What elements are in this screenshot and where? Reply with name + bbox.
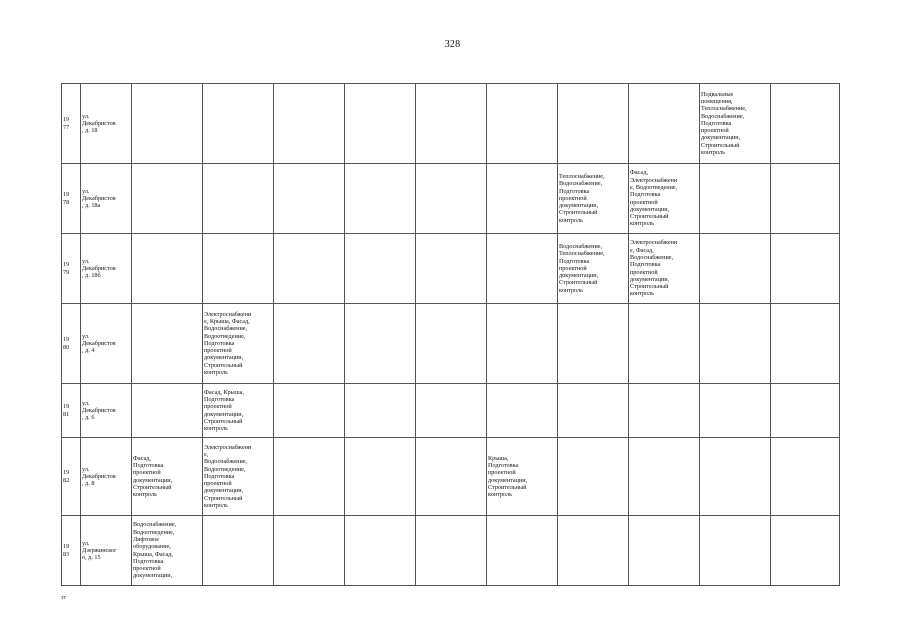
work-cell xyxy=(274,438,345,516)
work-cell xyxy=(345,516,416,586)
work-cell xyxy=(132,84,203,164)
table-row xyxy=(62,164,840,234)
work-cell xyxy=(203,164,274,234)
work-cell xyxy=(771,234,840,304)
address-cell: ул. Декабристов , д. 8 xyxy=(81,438,132,516)
address-cell: ул. Декабристов , д. 4 xyxy=(81,304,132,384)
work-cell xyxy=(487,384,558,438)
table-row xyxy=(62,516,840,586)
work-cell xyxy=(771,384,840,438)
work-cell xyxy=(345,234,416,304)
table-row xyxy=(62,234,840,304)
work-cell xyxy=(487,164,558,234)
capital-repair-table xyxy=(61,83,840,586)
work-cell xyxy=(558,304,629,384)
work-cell: Водоснабжение, Водоотведение, Лифтовое оборудование, Крыша, Фасад, Подготовка проектной документации, xyxy=(132,516,203,586)
work-cell xyxy=(700,304,771,384)
table-row xyxy=(62,384,840,438)
row-number-cell: 19 78 xyxy=(62,164,81,234)
work-cell xyxy=(487,234,558,304)
row-number-cell: 19 82 xyxy=(62,438,81,516)
work-cell: Водоснабжение, Теплоснабжение, Подготовка проектной документации, Строительный контроль xyxy=(558,234,629,304)
work-cell xyxy=(558,516,629,586)
work-cell xyxy=(629,384,700,438)
work-cell xyxy=(487,84,558,164)
work-cell xyxy=(700,164,771,234)
work-cell xyxy=(274,516,345,586)
work-cell xyxy=(345,438,416,516)
work-cell xyxy=(416,164,487,234)
work-cell xyxy=(416,516,487,586)
work-cell xyxy=(345,164,416,234)
work-cell xyxy=(345,304,416,384)
work-cell xyxy=(629,438,700,516)
work-cell xyxy=(558,84,629,164)
work-cell xyxy=(416,438,487,516)
work-cell xyxy=(771,438,840,516)
work-cell xyxy=(629,516,700,586)
work-cell xyxy=(416,234,487,304)
work-cell xyxy=(487,304,558,384)
row-number-cell: 19 80 xyxy=(62,304,81,384)
work-cell xyxy=(416,304,487,384)
work-cell xyxy=(132,164,203,234)
work-cell xyxy=(558,438,629,516)
work-cell: Фасад, Крыша, Подготовка проектной документации, Строительный контроль xyxy=(203,384,274,438)
work-cell xyxy=(416,84,487,164)
work-cell xyxy=(629,84,700,164)
footer-mark: зт xyxy=(61,595,66,601)
work-cell xyxy=(700,438,771,516)
work-cell: Электроснабжени е, Крыша, Фасад, Водоснабжение, Водоотведение, Подготовка проектной документации, Строительный контроль xyxy=(203,304,274,384)
work-cell xyxy=(700,234,771,304)
work-cell: Крыша, Подготовка проектной документации, Строительный контроль xyxy=(487,438,558,516)
work-cell xyxy=(132,384,203,438)
address-cell: ул. Декабристов , д. 18 xyxy=(81,84,132,164)
work-cell xyxy=(771,516,840,586)
work-cell xyxy=(487,516,558,586)
work-cell xyxy=(203,516,274,586)
address-cell: ул. Дзержинског о, д. 15 xyxy=(81,516,132,586)
work-cell xyxy=(203,84,274,164)
work-cell xyxy=(629,304,700,384)
address-cell: ул. Декабристов , д. 18б xyxy=(81,234,132,304)
table-row xyxy=(62,84,840,164)
work-cell: Подвальные помещения, Теплоснабжение, Водоснабжение, Подготовка проектной документации, Строительный контроль xyxy=(700,84,771,164)
work-cell xyxy=(345,84,416,164)
work-cell xyxy=(700,384,771,438)
row-number-cell: 19 79 xyxy=(62,234,81,304)
row-number-cell: 19 83 xyxy=(62,516,81,586)
work-cell xyxy=(203,234,274,304)
work-cell: Электроснабжени е, Водоснабжение, Водоотведение, Подготовка проектной документации, Строительный контроль xyxy=(203,438,274,516)
work-cell xyxy=(274,304,345,384)
work-cell: Фасад, Подготовка проектной документации, Строительный контроль xyxy=(132,438,203,516)
table-row xyxy=(62,438,840,516)
page-number: 328 xyxy=(444,39,461,50)
work-cell: Фасад, Электроснабжени е, Водоотведение, Подготовка проектной документации, Строительный контроль xyxy=(629,164,700,234)
address-cell: ул. Декабристов , д. 6 xyxy=(81,384,132,438)
work-cell xyxy=(345,384,416,438)
work-cell: Теплоснабжение, Водоснабжение, Подготовка проектной документации, Строительный контроль xyxy=(558,164,629,234)
work-cell xyxy=(771,164,840,234)
work-cell xyxy=(274,384,345,438)
work-cell xyxy=(558,384,629,438)
work-cell xyxy=(132,304,203,384)
row-number-cell: 19 81 xyxy=(62,384,81,438)
work-cell xyxy=(416,384,487,438)
work-cell xyxy=(132,234,203,304)
work-cell xyxy=(771,304,840,384)
table-row xyxy=(62,304,840,384)
work-cell xyxy=(274,84,345,164)
work-cell xyxy=(274,164,345,234)
work-cell xyxy=(771,84,840,164)
work-cell: Электроснабжени е, Фасад, Водоснабжение, Подготовка проектной документации, Строительный контроль xyxy=(629,234,700,304)
address-cell: ул. Декабристов , д. 18а xyxy=(81,164,132,234)
row-number-cell: 19 77 xyxy=(62,84,81,164)
work-cell xyxy=(700,516,771,586)
work-cell xyxy=(274,234,345,304)
